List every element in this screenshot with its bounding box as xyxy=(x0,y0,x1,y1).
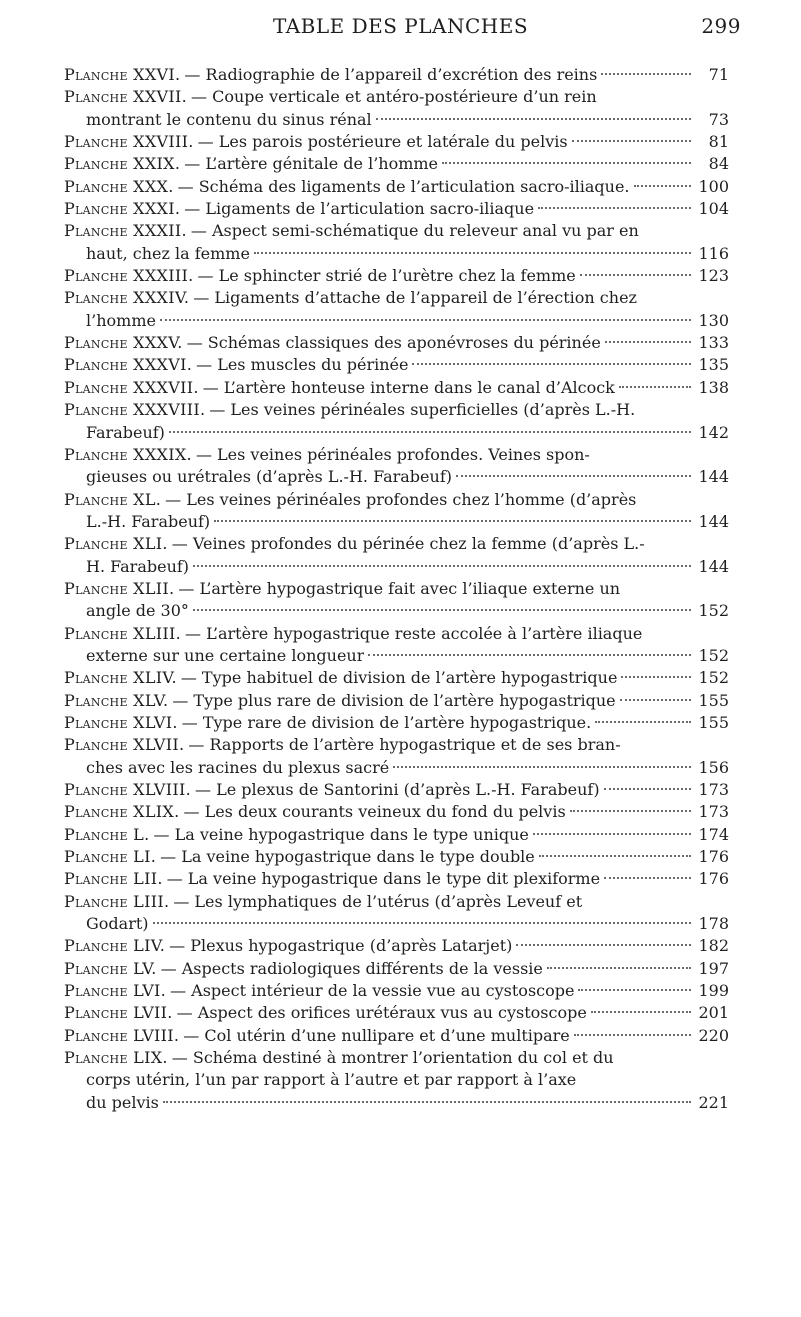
plate-page-number: 152 xyxy=(698,645,729,665)
plate-caption: l’homme xyxy=(86,310,156,330)
plate-caption: — La veine hypogastrique dans le type double xyxy=(160,847,535,867)
entry-line xyxy=(64,533,729,555)
dot-leader xyxy=(634,184,691,187)
plate-caption: — Col utérin d’une nullipare et d’une multipare xyxy=(183,1025,570,1045)
entry-line xyxy=(64,489,729,511)
plate-caption: corps utérin, l’un par rapport à l’autre et par rapport à l’axe xyxy=(86,1070,577,1090)
plate-label: Planche XXVIII. xyxy=(64,132,194,152)
plate-label: Planche XLIII. xyxy=(64,623,182,643)
plate-caption: — Radiographie de l’appareil d’excrétion des reins xyxy=(184,65,598,84)
entry-line xyxy=(64,801,729,823)
entry-line xyxy=(64,935,729,957)
page-header xyxy=(60,14,741,42)
dot-leader xyxy=(254,251,691,254)
dot-leader xyxy=(591,1010,691,1013)
plate-label: Planche LIX. xyxy=(64,1048,168,1068)
plate-label: Planche XXXVIII. xyxy=(64,400,206,420)
plate-caption: — Les veines périnéales profondes chez l’homme (d’après xyxy=(165,489,637,509)
plate-label: Planche XXXV. xyxy=(64,333,183,353)
entry-line xyxy=(64,824,729,846)
plate-caption: ches avec les racines du plexus sacré xyxy=(86,757,390,777)
entry-line xyxy=(64,220,729,242)
plate-label: Planche XLI. xyxy=(64,534,168,554)
plate-page-number: 135 xyxy=(698,355,729,375)
entry-line xyxy=(64,734,729,756)
plate-page-number: 104 xyxy=(698,199,729,219)
plate-caption: — Coupe verticale et antéro-postérieure d’un rein xyxy=(191,87,597,107)
plate-caption: — L’artère hypogastrique reste accolée à l’artère iliaque xyxy=(185,623,643,643)
plate-label: Planche XLIX. xyxy=(64,802,180,822)
entry-line xyxy=(64,891,729,913)
plate-entry xyxy=(64,64,729,86)
dot-leader xyxy=(163,1100,691,1103)
plate-page-number: 84 xyxy=(708,154,729,174)
plate-label: Planche LV. xyxy=(64,958,157,978)
entry-line xyxy=(64,980,729,1002)
plate-label: Planche XL. xyxy=(64,489,162,509)
entry-line xyxy=(64,868,729,890)
plates-list xyxy=(64,64,729,1114)
plate-entry xyxy=(64,935,729,957)
dot-leader xyxy=(547,966,691,969)
entry-line xyxy=(64,779,729,801)
entry-line xyxy=(64,310,729,332)
dot-leader xyxy=(153,921,691,924)
dot-leader xyxy=(393,765,691,768)
entry-line xyxy=(64,377,729,399)
dot-leader xyxy=(574,1033,691,1036)
plate-page-number: 152 xyxy=(698,668,729,688)
entry-line xyxy=(64,153,729,175)
plate-caption: angle de 30° xyxy=(86,601,189,621)
plate-caption: — Les veines périnéales profondes. Veines spon- xyxy=(195,444,590,464)
entry-line xyxy=(64,712,729,734)
plate-label: Planche LVI. xyxy=(64,981,167,1001)
plate-entry xyxy=(64,1047,729,1114)
entry-line xyxy=(64,332,729,354)
plate-entry xyxy=(64,779,729,801)
plate-label: Planche XXIX. xyxy=(64,154,181,174)
plate-entry xyxy=(64,354,729,376)
dot-leader xyxy=(604,787,691,790)
plate-label: Planche XXXIX. xyxy=(64,444,192,464)
entry-line xyxy=(64,1069,729,1091)
dot-leader xyxy=(193,564,691,567)
dot-leader xyxy=(578,988,691,991)
plate-entry xyxy=(64,153,729,175)
plate-page-number: 178 xyxy=(698,914,729,934)
plate-entry xyxy=(64,287,729,332)
plate-entry xyxy=(64,533,729,578)
plate-page-number: 155 xyxy=(698,712,729,732)
plate-label: Planche LII. xyxy=(64,869,163,889)
plate-page-number: 152 xyxy=(698,601,729,621)
plate-label: Planche XLIV. xyxy=(64,668,177,688)
plate-label: Planche XXX. xyxy=(64,176,174,196)
plate-label: Planche LVII. xyxy=(64,1003,173,1023)
plate-entry xyxy=(64,332,729,354)
entry-line xyxy=(64,131,729,153)
dot-leader xyxy=(376,117,691,120)
plate-page-number: 156 xyxy=(698,757,729,777)
entry-line xyxy=(64,86,729,108)
plate-entry xyxy=(64,131,729,153)
plate-label: Planche XLVI. xyxy=(64,712,178,732)
entry-line xyxy=(64,846,729,868)
entry-line xyxy=(64,1092,729,1114)
entry-line xyxy=(64,578,729,600)
entry-line xyxy=(64,1047,729,1069)
entry-line xyxy=(64,109,729,131)
plate-caption: — Rapports de l’artère hypogastrique et de ses bran- xyxy=(188,735,621,755)
plate-caption: — L’artère honteuse interne dans le canal d’Alcock xyxy=(202,377,615,397)
plate-caption: — Schéma des ligaments de l’articulation sacro-iliaque. xyxy=(177,176,630,196)
plate-label: Planche XLII. xyxy=(64,578,175,598)
plate-page-number: 201 xyxy=(698,1003,729,1023)
plate-entry xyxy=(64,667,729,689)
page-title: TABLE DES PLANCHES xyxy=(272,14,529,38)
plate-entry xyxy=(64,801,729,823)
plate-page-number: 144 xyxy=(698,511,729,531)
dot-leader xyxy=(572,139,691,142)
entry-line xyxy=(64,757,729,779)
plate-entry xyxy=(64,980,729,1002)
plate-label: Planche XLVII. xyxy=(64,735,185,755)
entry-line xyxy=(64,198,729,220)
dot-leader xyxy=(160,318,691,321)
plate-caption: — Le sphincter strié de l’urètre chez la femme xyxy=(197,266,576,286)
dot-leader xyxy=(442,161,691,164)
plate-page-number: 174 xyxy=(698,824,729,844)
plate-caption: — Aspects radiologiques différents de la vessie xyxy=(160,958,543,978)
entry-line xyxy=(64,466,729,488)
dot-leader xyxy=(619,385,691,388)
plate-caption: — Les muscles du périnée xyxy=(196,355,409,375)
plate-caption: — Plexus hypogastrique (d’après Latarjet) xyxy=(169,936,513,956)
plate-entry xyxy=(64,846,729,868)
plate-label: Planche XXXVII. xyxy=(64,377,199,397)
page-number: 299 xyxy=(701,14,741,38)
plate-caption: — Type plus rare de division de l’artère hypogastrique xyxy=(172,690,616,710)
plate-page-number: 176 xyxy=(698,869,729,889)
entry-line xyxy=(64,64,729,86)
plate-caption: — Les parois postérieure et latérale du pelvis xyxy=(197,132,568,152)
entry-line xyxy=(64,1002,729,1024)
plate-caption: L.-H. Farabeuf) xyxy=(86,511,211,531)
entry-line xyxy=(64,667,729,689)
plate-page-number: 144 xyxy=(698,556,729,576)
plate-label: Planche XXXIII. xyxy=(64,266,194,286)
plate-page-number: 71 xyxy=(708,65,729,84)
dot-leader xyxy=(570,809,691,812)
plate-entry xyxy=(64,1025,729,1047)
entry-line xyxy=(64,176,729,198)
plate-page-number: 123 xyxy=(698,266,729,286)
entry-line xyxy=(64,556,729,578)
dot-leader xyxy=(193,608,691,611)
plate-label: Planche XLVIII. xyxy=(64,780,191,799)
entry-line xyxy=(64,623,729,645)
plate-label: Planche XXVII. xyxy=(64,87,188,107)
plate-caption: — Type habituel de division de l’artère hypogastrique xyxy=(180,668,618,688)
plate-page-number: 138 xyxy=(698,377,729,397)
plate-caption: externe sur une certaine longueur xyxy=(86,645,365,665)
entry-line xyxy=(64,645,729,667)
plate-entry xyxy=(64,712,729,734)
plate-entry xyxy=(64,690,729,712)
plate-caption: — Les lymphatiques de l’utérus (d’après Leveuf et xyxy=(173,891,583,911)
plate-caption: — La veine hypogastrique dans le type dit plexiforme xyxy=(166,869,601,889)
plate-caption: — Schémas classiques des aponévroses du périnée xyxy=(186,333,601,353)
plate-entry xyxy=(64,220,729,265)
plate-caption: gieuses ou urétrales (d’après L.-H. Farabeuf) xyxy=(86,467,452,487)
plate-page-number: 221 xyxy=(698,1092,729,1112)
dot-leader xyxy=(368,653,691,656)
entry-line xyxy=(64,913,729,935)
plate-entry xyxy=(64,958,729,980)
plate-page-number: 155 xyxy=(698,690,729,710)
plate-caption: haut, chez la femme xyxy=(86,243,250,263)
entry-line xyxy=(64,690,729,712)
plate-label: Planche LI. xyxy=(64,847,157,867)
plate-label: Planche L. xyxy=(64,824,150,844)
plate-entry xyxy=(64,176,729,198)
plate-caption: Godart) xyxy=(86,914,149,934)
entry-line xyxy=(64,287,729,309)
plate-caption: Farabeuf) xyxy=(86,422,165,442)
dot-leader xyxy=(538,206,691,209)
dot-leader xyxy=(601,72,691,75)
plate-caption: — Le plexus de Santorini (d’après L.-H. Farabeuf) xyxy=(194,780,600,799)
plate-entry xyxy=(64,265,729,287)
entry-line xyxy=(64,511,729,533)
plate-caption: H. Farabeuf) xyxy=(86,556,190,576)
plate-label: Planche LVIII. xyxy=(64,1025,180,1045)
plate-page-number: 130 xyxy=(698,310,729,330)
plate-entry xyxy=(64,198,729,220)
plate-entry xyxy=(64,734,729,779)
dot-leader xyxy=(621,675,691,678)
dot-leader xyxy=(580,273,691,276)
entry-line xyxy=(64,600,729,622)
plate-entry xyxy=(64,86,729,131)
plate-page-number: 173 xyxy=(698,802,729,822)
plate-page-number: 73 xyxy=(708,109,729,129)
plate-label: Planche XXVI. xyxy=(64,65,181,84)
plate-caption: — Aspect semi-schématique du releveur anal vu par en xyxy=(190,221,639,241)
plate-label: Planche LIV. xyxy=(64,936,166,956)
plate-caption: — L’artère génitale de l’homme xyxy=(184,154,439,174)
plate-caption: — Aspect des orifices urétéraux vus au cystoscope xyxy=(176,1003,587,1023)
dot-leader xyxy=(169,430,691,433)
plate-label: Planche XXXVI. xyxy=(64,355,193,375)
plate-caption: montrant le contenu du sinus rénal xyxy=(86,109,372,129)
entry-line xyxy=(64,958,729,980)
dot-leader xyxy=(604,876,691,879)
entry-line xyxy=(64,354,729,376)
plate-caption: — Ligaments d’attache de l’appareil de l’érection chez xyxy=(193,288,637,308)
plate-caption: — La veine hypogastrique dans le type unique xyxy=(153,824,529,844)
dot-leader xyxy=(620,698,691,701)
plate-entry xyxy=(64,444,729,489)
plate-page-number: 176 xyxy=(698,847,729,867)
plate-page-number: 81 xyxy=(708,132,729,152)
plate-entry xyxy=(64,824,729,846)
dot-leader xyxy=(412,362,691,365)
plate-label: Planche XLV. xyxy=(64,690,169,710)
entry-line xyxy=(64,1025,729,1047)
entry-line xyxy=(64,444,729,466)
entry-line xyxy=(64,265,729,287)
plate-page-number: 142 xyxy=(698,422,729,442)
plate-caption: — Schéma destiné à montrer l’orientation du col et du xyxy=(171,1048,614,1068)
plate-caption: — Les deux courants veineux du fond du pelvis xyxy=(183,802,566,822)
plate-caption: — Aspect intérieur de la vessie vue au cystoscope xyxy=(170,981,575,1001)
plate-page-number: 182 xyxy=(698,936,729,956)
plate-page-number: 220 xyxy=(698,1025,729,1045)
dot-leader xyxy=(533,832,691,835)
dot-leader xyxy=(456,474,691,477)
plate-entry xyxy=(64,399,729,444)
plate-label: Planche XXXI. xyxy=(64,199,181,219)
plate-entry xyxy=(64,489,729,534)
dot-leader xyxy=(516,943,691,946)
plate-page-number: 100 xyxy=(698,176,729,196)
plate-label: Planche LIII. xyxy=(64,891,170,911)
plate-caption: — Les veines périnéales superficielles (d’après L.-H. xyxy=(209,400,636,420)
plate-caption: — L’artère hypogastrique fait avec l’iliaque externe un xyxy=(178,578,621,598)
dot-leader xyxy=(605,340,691,343)
plate-entry xyxy=(64,578,729,623)
plate-page-number: 116 xyxy=(698,243,729,263)
entry-line xyxy=(64,422,729,444)
plate-page-number: 144 xyxy=(698,467,729,487)
plate-entry xyxy=(64,1002,729,1024)
plate-caption: — Ligaments de l’articulation sacro-iliaque xyxy=(184,199,535,219)
plate-entry xyxy=(64,623,729,668)
dot-leader xyxy=(539,854,691,857)
plate-caption: — Veines profondes du périnée chez la femme (d’après L.- xyxy=(171,534,645,554)
plate-page-number: 173 xyxy=(698,780,729,799)
plate-page-number: 133 xyxy=(698,333,729,353)
plate-caption: — Type rare de division de l’artère hypogastrique. xyxy=(181,712,592,732)
plate-entry xyxy=(64,377,729,399)
entry-line xyxy=(64,399,729,421)
entry-line xyxy=(64,243,729,265)
plate-page-number: 197 xyxy=(698,958,729,978)
plate-page-number: 199 xyxy=(698,981,729,1001)
plate-entry xyxy=(64,891,729,936)
plate-label: Planche XXXIV. xyxy=(64,288,190,308)
plate-caption: du pelvis xyxy=(86,1092,159,1112)
plate-label: Planche XXXII. xyxy=(64,221,187,241)
dot-leader xyxy=(214,519,691,522)
dot-leader xyxy=(595,720,691,723)
plate-entry xyxy=(64,868,729,890)
